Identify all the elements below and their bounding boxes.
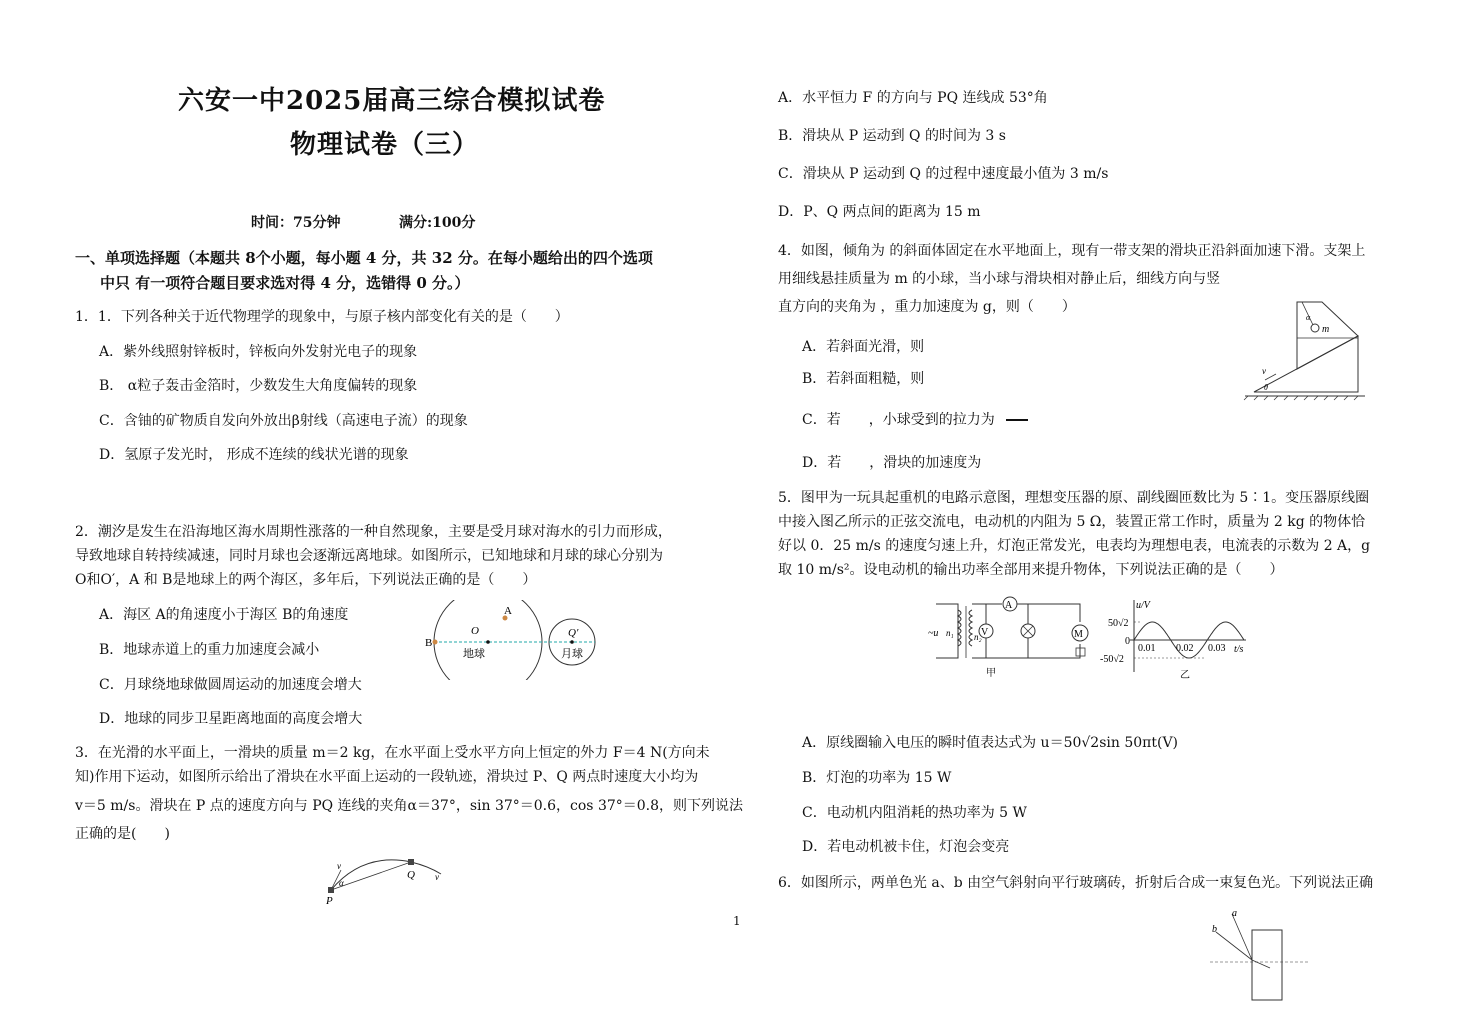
point-p	[328, 887, 334, 893]
ground-hatch	[1244, 396, 1358, 400]
q6-stem: 6．如图所示，两单色光 a、b 由空气斜射向平行玻璃砖，折射后合成一束复色光。下列说法正确	[778, 875, 1374, 891]
label-v: v	[1262, 366, 1266, 376]
q2-option-c: C．月球绕地球做圆周运动的加速度会增大	[99, 677, 362, 693]
q1-option-b: B． α粒子轰击金箔时，少数发生大角度偏转的现象	[99, 378, 418, 394]
velocity-arrow	[1265, 374, 1276, 380]
q2-stem-2: 导致地球自转持续减速，同时月球也会逐渐远离地球。如图所示，已知地球和月球的球心分别为	[75, 548, 663, 564]
label-a: A	[504, 605, 512, 617]
q3-option-c: C．滑块从 P 运动到 Q 的过程中速度最小值为 3 m/s	[778, 166, 1109, 182]
q2-stem-3: O和O′，A 和 B是地球上的两个海区，多年后，下列说法正确的是（ ）	[75, 572, 537, 588]
label-a: a	[1232, 908, 1237, 919]
exam-score: 满分:100分	[399, 215, 476, 231]
exam-subtitle: 物理试卷（三）	[290, 130, 480, 160]
label-yi: 乙	[1180, 670, 1190, 681]
refracted-ray	[1252, 960, 1270, 968]
label-m: m	[1322, 324, 1330, 335]
moon-center-dot	[570, 640, 574, 644]
q1-option-c: C．含铀的矿物质自发向外放出β射线（高速电子流）的现象	[99, 413, 468, 429]
ball	[1311, 324, 1319, 332]
incline-figure	[1240, 294, 1370, 402]
earth-center-dot	[486, 640, 490, 644]
q2-option-a: A．海区 A的角速度小于海区 B的角速度	[99, 607, 349, 623]
q1-option-d: D．氢原子发光时， 形成不连续的线状光谱的现象	[99, 447, 409, 463]
exam-title: 六安一中2025届高三综合模拟试卷	[178, 86, 606, 116]
label-t-axis: t/s	[1234, 644, 1244, 655]
primary-coil	[958, 610, 961, 646]
q3-stem-4: 正确的是( )	[75, 826, 170, 842]
q5-option-b: B．灯泡的功率为 15 W	[802, 770, 952, 786]
label-voltmeter: V	[981, 627, 989, 638]
label-p: P	[326, 895, 333, 907]
label-v1: v	[337, 861, 341, 871]
q2-option-b: B．地球赤道上的重力加速度会减小	[99, 642, 320, 658]
label-v2: v	[435, 872, 439, 882]
fraction-bar	[1006, 419, 1028, 421]
wire-bottom	[972, 644, 1080, 658]
q4-option-d: D．若 ，滑块的加速度为	[802, 455, 982, 471]
label-ymin: -50√2	[1100, 654, 1124, 665]
q5-stem-3: 好以 0．25 m/s 的速度匀速上升，灯泡正常发光，电表均为理想电表，电流表的示数为 2 A，g	[778, 538, 1371, 554]
label-u: ~u	[928, 628, 939, 639]
exam-time: 时间：75分钟	[251, 215, 341, 231]
earth-moon-figure	[423, 600, 673, 680]
label-b: B	[425, 637, 433, 649]
q1-option-a: A．紫外线照射锌板时，锌板向外发射光电子的现象	[99, 344, 418, 360]
glass-brick	[1252, 930, 1282, 1000]
q5-stem: 5．图甲为一玩具起重机的电路示意图，理想变压器的原、副线圈匝数比为 5∶1。变压器原线圈	[778, 490, 1370, 506]
label-t2: 0.02	[1176, 643, 1194, 654]
q5-option-c: C．电动机内阻消耗的热功率为 5 W	[802, 805, 1027, 821]
q4-stem: 4．如图，倾角为 的斜面体固定在水平地面上，现有一带支架的滑块正沿斜面加速下滑。支架上	[778, 243, 1366, 259]
point-q	[408, 859, 414, 865]
sine-graph	[1096, 596, 1256, 682]
q4-stem-3: 直方向的夹角为 ，重力加速度为 g，则（ ）	[778, 299, 1076, 315]
section-heading: 一、单项选择题（本题共 8个小题，每小题 4 分，共 32 分。在每小题给出的四个选项	[75, 249, 653, 267]
label-o-prime: Q′	[568, 627, 579, 639]
q3-option-b: B．滑块从 P 运动到 Q 的时间为 3 s	[778, 128, 1006, 144]
q4-stem-2: 用细线悬挂质量为 m 的小球，当小球与滑块相对静止后，细线方向与竖	[778, 271, 1221, 287]
label-t1: 0.01	[1138, 643, 1156, 654]
page-number: 1	[733, 914, 741, 928]
q4-option-b: B．若斜面粗糙，则	[802, 371, 925, 387]
wire-top-2	[1017, 604, 1080, 622]
label-b: b	[1212, 924, 1217, 935]
q4-option-c: C．若 ，小球受到的拉力为	[802, 412, 995, 428]
label-alpha: α	[339, 878, 344, 888]
q5-stem-2: 中接入图乙所示的正弦交流电，电动机的内阻为 5 Ω，装置正常工作时，质量为 2 kg 的物体恰	[778, 514, 1366, 530]
q3-stem: 3．在光滑的水平面上，一滑块的质量 m＝2 kg，在水平面上受水平方向上恒定的外力 F＝4 N(方向未	[75, 745, 710, 761]
q5-option-d: D．若电动机被卡住，灯泡会变亮	[802, 839, 1010, 855]
q1-stem: 1．1．下列各种关于近代物理学的现象中，与原子核内部变化有关的是（ ）	[75, 309, 569, 325]
q5-stem-4: 取 10 m/s²。设电动机的输出功率全部用来提升物体，下列说法正确的是（ ）	[778, 562, 1284, 578]
label-motor: M	[1074, 629, 1083, 640]
label-moon: 月球	[561, 648, 583, 660]
q3-stem-2: 知)作用下运动，如图所示给出了滑块在水平面上运动的一段轨迹，滑块过 P、Q 两点时速度大小均为	[75, 769, 699, 785]
q3-option-d: D．P、Q 两点间的距离为 15 m	[778, 204, 981, 220]
ray-a	[1232, 914, 1252, 960]
circuit-figure	[928, 596, 1098, 682]
q2-option-d: D．地球的同步卫星距离地面的高度会增大	[99, 711, 363, 727]
label-u-axis: u/V	[1136, 600, 1150, 611]
q3-stem-3: v＝5 m/s。滑块在 P 点的速度方向与 PQ 连线的夹角α＝37°，sin 37°＝0.6，cos 37°＝0.8，则下列说法	[75, 798, 744, 814]
label-zero: 0	[1125, 636, 1130, 647]
label-n2: n₂	[974, 632, 982, 642]
q5-option-a: A．原线圈输入电压的瞬时值表达式为 u＝50√2sin 50πt(V)	[802, 735, 1179, 751]
ray-b	[1216, 932, 1252, 960]
section-heading-cont: 中只 有一项符合题目要求选对得 4 分，选错得 0 分。）	[100, 274, 470, 292]
q3-option-a: A．水平恒力 F 的方向与 PQ 连线成 53°角	[778, 90, 1048, 106]
label-earth: 地球	[463, 648, 485, 660]
label-ymax: 50√2	[1108, 618, 1129, 629]
glass-brick-figure	[1204, 904, 1314, 1004]
earth-circle	[434, 600, 542, 680]
label-theta: θ	[1264, 383, 1268, 392]
label-ammeter: A	[1005, 600, 1013, 611]
trajectory-curve	[331, 860, 441, 890]
label-t3: 0.03	[1208, 643, 1226, 654]
label-n1: n₁	[946, 628, 954, 638]
q2-stem: 2．潮汐是发生在沿海地区海水周期性涨落的一种自然现象，主要是受月球对海水的引力而形成，	[75, 524, 672, 540]
trajectory-figure	[323, 852, 453, 910]
label-jia: 甲	[986, 668, 996, 679]
secondary-coil	[969, 610, 972, 646]
q4-option-a: A．若斜面光滑，则	[802, 339, 925, 355]
point-b-dot	[433, 640, 438, 645]
label-q: Q	[407, 869, 415, 881]
label-alpha: α	[1306, 313, 1311, 322]
label-o: O	[471, 625, 479, 637]
